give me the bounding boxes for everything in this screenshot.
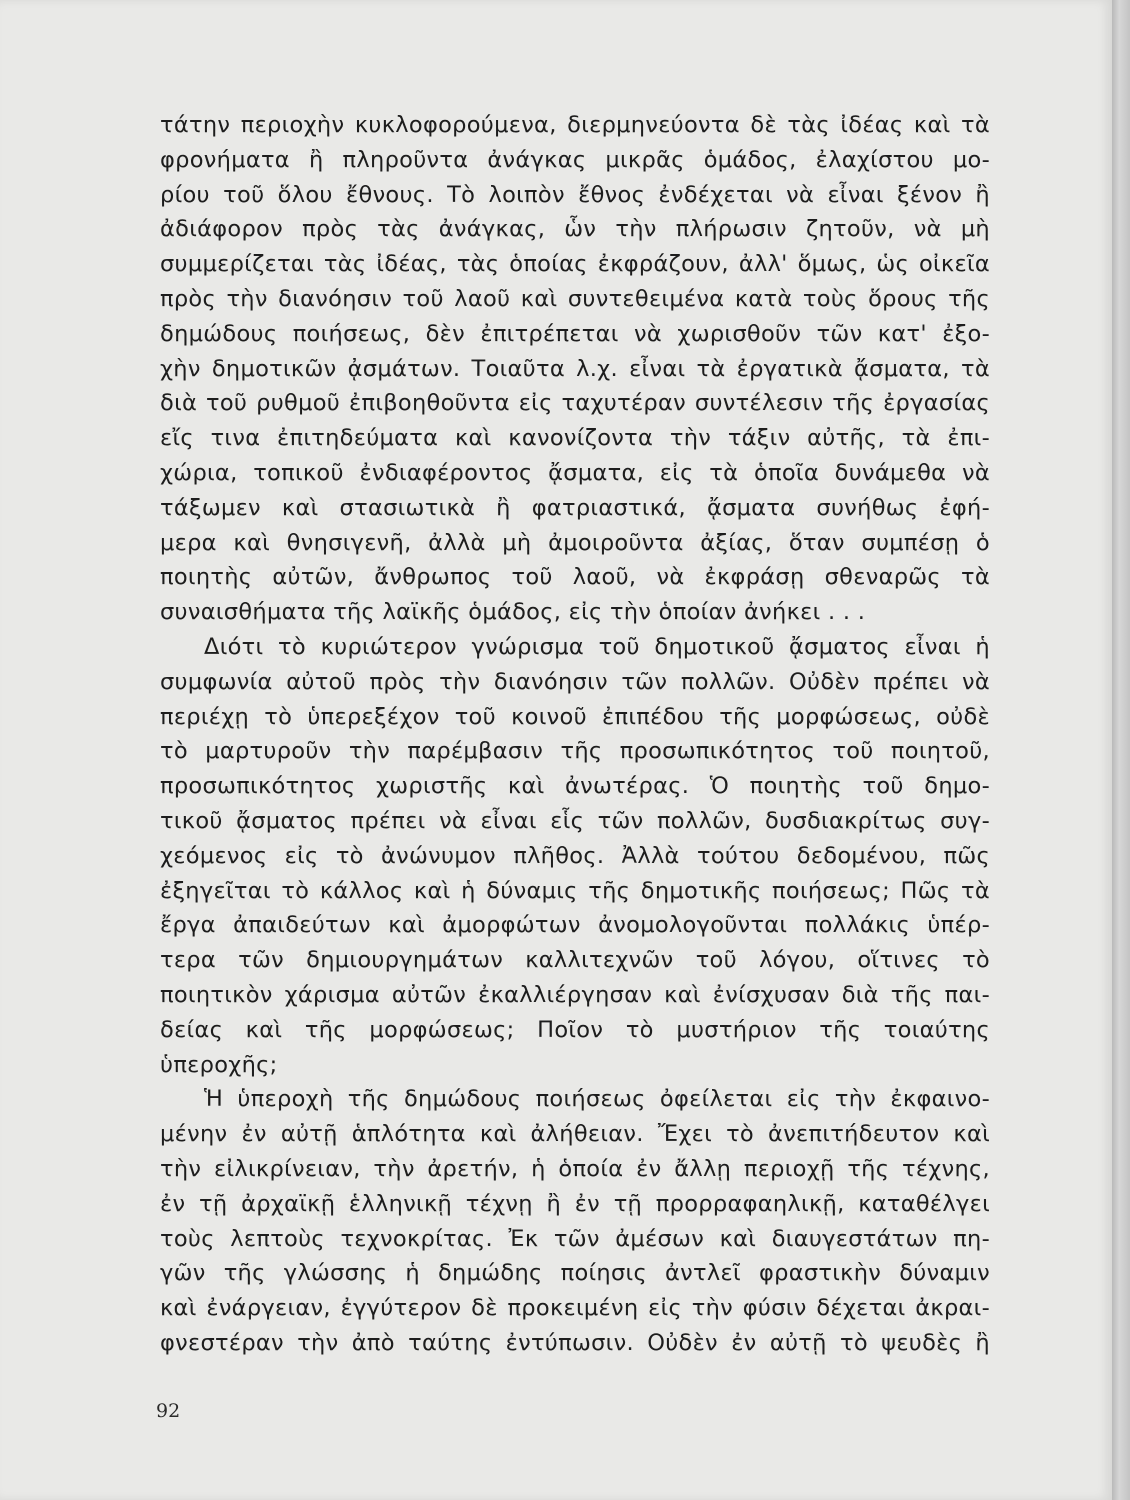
text-line: τάτην περιοχὴν κυκλοφορούμενα, διερμηνεύοντα δὲ τὰς ἰδέας καὶ τὰ	[160, 112, 990, 138]
text-line: μερα καὶ θνησιγενῆ, ἀλλὰ μὴ ἀμοιροῦντα ἀξίας, ὅταν συμπέσῃ ὁ	[160, 529, 990, 556]
text-line: τερα τῶν δημιουργημάτων καλλιτεχνῶν τοῦ λόγου, οἵτινες τὸ	[160, 947, 990, 974]
text-line: τὴν εἰλικρίνειαν, τὴν ἀρετήν, ἡ ὁποία ἐν ἄλλῃ περιοχῇ τῆς τέχνης,	[160, 1155, 990, 1182]
text-line: καὶ ἐνάργειαν, ἐγγύτερον δὲ προκειμένη εἰς τὴν φύσιν δέχεται ἀκραι-	[160, 1295, 990, 1322]
text-line: εἴς τινα ἐπιτηδεύματα καὶ κανονίζοντα τὴν τάξιν αὐτῆς, τὰ ἐπι-	[160, 425, 990, 452]
text-line: γῶν τῆς γλώσσης ἡ δημώδης ποίησις ἀντλεῖ φραστικὴν δύναμιν	[160, 1260, 990, 1287]
text-line: δείας καὶ τῆς μορφώσεως; Ποῖον τὸ μυστήριον τῆς τοιαύτης	[160, 1016, 990, 1043]
text-line: ἐξηγεῖται τὸ κάλλος καὶ ἡ δύναμις τῆς δημοτικῆς ποιήσεως; Πῶς τὰ	[160, 877, 990, 904]
text-line: συμμερίζεται τὰς ἰδέας, τὰς ὁποίας ἐκφράζουν, ἀλλ' ὅμως, ὡς οἰκεῖα	[160, 251, 990, 278]
page-edge	[1112, 0, 1130, 1500]
text-line: ρίου τοῦ ὅλου ἔθνους. Τὸ λοιπὸν ἔθνος ἐνδέχεται νὰ εἶναι ξένον ἢ	[160, 181, 990, 208]
paragraph-start-line: Ἡ ὑπεροχὴ τῆς δημώδους ποιήσεως ὀφείλεται εἰς τὴν ἐκφαινο-	[204, 1086, 990, 1113]
text-line: τικοῦ ᾄσματος πρέπει νὰ εἶναι εἷς τῶν πολλῶν, δυσδιακρίτως συγ-	[160, 807, 990, 834]
text-line: περιέχῃ τὸ ὑπερεξέχον τοῦ κοινοῦ ἐπιπέδου τῆς μορφώσεως, οὐδὲ	[160, 703, 990, 730]
page-number: 92	[156, 1400, 181, 1422]
text-line: τοὺς λεπτοὺς τεχνοκρίτας. Ἐκ τῶν ἀμέσων καὶ διαυγεστάτων πη-	[160, 1225, 990, 1252]
text-line: χεόμενος εἰς τὸ ἀνώνυμον πλῆθος. Ἀλλὰ τούτου δεδομένου, πῶς	[160, 842, 990, 869]
body-text	[160, 108, 990, 1361]
text-line: μένην ἐν αὐτῇ ἁπλότητα καὶ ἀλήθειαν. Ἔχει τὸ ἀνεπιτήδευτον καὶ	[160, 1121, 990, 1148]
text-line: χώρια, τοπικοῦ ἐνδιαφέροντος ᾄσματα, εἰς τὰ ὁποῖα δυνάμεθα νὰ	[160, 459, 990, 486]
text-line: δημώδους ποιήσεως, δὲν ἐπιτρέπεται νὰ χωρισθοῦν τῶν κατ' ἐξο-	[160, 320, 990, 347]
text-line: ποιητικὸν χάρισμα αὐτῶν ἐκαλλιέργησαν καὶ ἐνίσχυσαν διὰ τῆς παι-	[160, 981, 990, 1008]
text-line: φρονήματα ἢ πληροῦντα ἀνάγκας μικρᾶς ὁμάδος, ἐλαχίστου μο-	[160, 146, 990, 173]
text-line: διὰ τοῦ ρυθμοῦ ἐπιβοηθοῦντα εἰς ταχυτέραν συντέλεσιν τῆς ἐργασίας	[160, 390, 990, 417]
text-line: ἔργα ἀπαιδεύτων καὶ ἀμορφώτων ἀνομολογοῦνται πολλάκις ὑπέρ-	[160, 912, 990, 939]
text-line: ἀδιάφορον πρὸς τὰς ἀνάγκας, ὧν τὴν πλήρωσιν ζητοῦν, νὰ μὴ	[160, 216, 990, 243]
text-line: ἐν τῇ ἀρχαϊκῇ ἑλληνικῇ τέχνῃ ἢ ἐν τῇ προρραφαηλικῇ, καταθέλγει	[160, 1190, 990, 1217]
text-line: συναισθήματα τῆς λαϊκῆς ὁμάδος, εἰς τὴν ὁποίαν ἀνήκει . . .	[160, 599, 866, 626]
text-line: τάξωμεν καὶ στασιωτικὰ ἢ φατριαστικά, ᾄσματα συνήθως ἐφή-	[160, 494, 990, 521]
text-line: συμφωνία αὐτοῦ πρὸς τὴν διανόησιν τῶν πολλῶν. Οὐδὲν πρέπει νὰ	[160, 668, 990, 695]
text-line: προσωπικότητος χωριστῆς καὶ ἀνωτέρας. Ὁ ποιητὴς τοῦ δημο-	[160, 773, 990, 800]
text-line: φνεστέραν τὴν ἀπὸ ταύτης ἐντύπωσιν. Οὐδὲν ἐν αὐτῇ τὸ ψευδὲς ἢ	[160, 1329, 990, 1356]
text-line: τὸ μαρτυροῦν τὴν παρέμβασιν τῆς προσωπικότητος τοῦ ποιητοῦ,	[160, 738, 990, 765]
text-line: χὴν δημοτικῶν ᾀσμάτων. Τοιαῦτα λ.χ. εἶναι τὰ ἐργατικὰ ᾄσματα, τὰ	[160, 355, 990, 382]
paragraph-start-line: Διότι τὸ κυριώτερον γνώρισμα τοῦ δημοτικοῦ ᾄσματος εἶναι ἡ	[204, 633, 990, 660]
text-line: ποιητὴς αὐτῶν, ἄνθρωπος τοῦ λαοῦ, νὰ ἐκφράσῃ σθεναρῶς τὰ	[160, 564, 990, 591]
text-line: ὑπεροχῆς;	[160, 1051, 278, 1078]
text-line: πρὸς τὴν διανόησιν τοῦ λαοῦ καὶ συντεθειμένα κατὰ τοὺς ὅρους τῆς	[160, 285, 990, 312]
